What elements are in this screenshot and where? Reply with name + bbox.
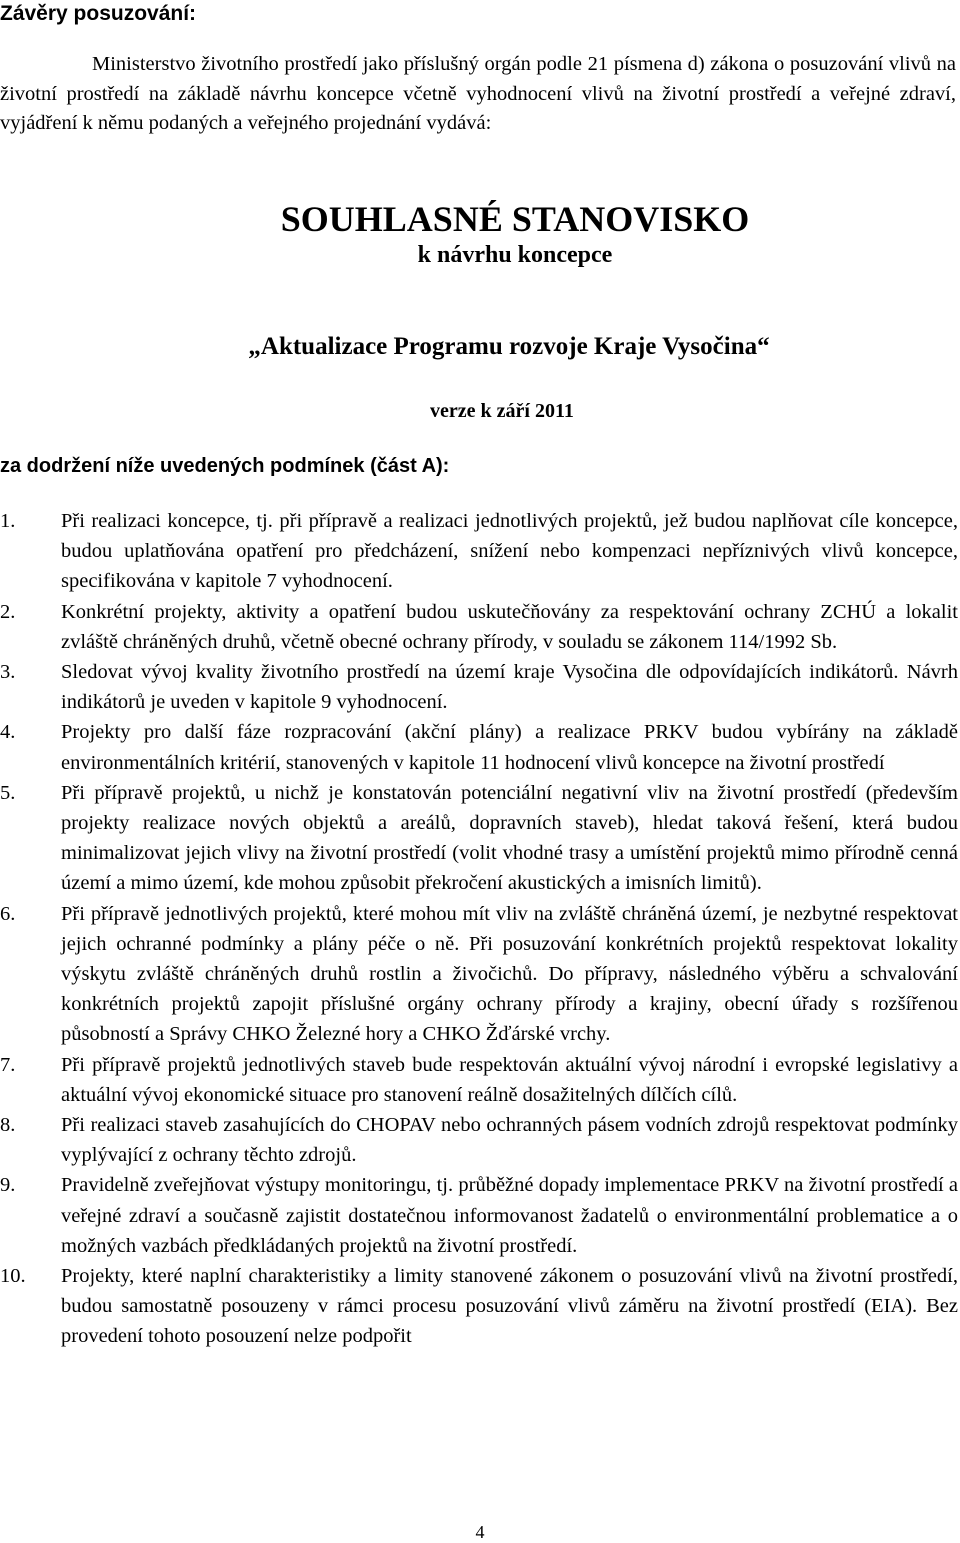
item-text: Při přípravě projektů jednotlivých staveb bude respektován aktuální vývoj národní i evropské legislativy a aktuální vývoj ekonomické situace pro stanovení reálně dosažitelných dílčích cílů. [61,1053,958,1106]
item-text: Pravidelně zveřejňovat výstupy monitoringu, tj. průběžné dopady implementace PRKV na životní prostředí a veřejné zdraví a současně zajistit dostatečnou informovanost žadatelů o environmentální problematice a o možných vazbách předkládaných projektů na životní prostředí. [61,1174,958,1257]
item-number: 1. [0,510,16,532]
item-number: 7. [0,1053,16,1076]
list-item [0,1050,958,1110]
list-item [0,597,958,657]
item-text: Projekty, které naplní charakteristiky a limity stanovené zákonem o posuzování vlivů na životní prostředí, budou samostatně posouzeny v rámci procesu posuzování vlivů záměru na životní prostředí (EIA). Bez provedení tohoto posouzení nelze podpořit [61,1265,958,1348]
list-item [0,1261,958,1352]
list-item [0,778,958,899]
item-number: 9. [0,1174,16,1197]
item-text: Při realizaci staveb zasahujících do CHOPAV nebo ochranných pásem vodních zdrojů respektovat podmínky vyplývající z ochrany těchto zdrojů. [61,1114,958,1167]
item-number: 5. [0,781,16,804]
item-text: Při realizaci koncepce, tj. při přípravě a realizaci jednotlivých projektů, jež budou naplňovat cíle koncepce, budou uplatňována opatření pro předcházení, snížení nebo kompenzaci nepříznivých vlivů koncepce, specifikována v kapitole 7 vyhodnocení. [61,510,958,593]
list-item [0,717,958,777]
item-number: 4. [0,721,16,744]
list-item [0,899,958,1050]
item-number: 2. [0,600,16,623]
item-number: 8. [0,1114,16,1137]
item-number: 6. [0,902,16,925]
concept-name: „Aktualizace Programu rozvoje Kraje Vysočina“ [248,333,770,360]
item-text: Při přípravě projektů, u nichž je konstatován potenciální negativní vliv na životní prostředí (především projekty realizace nových objektů a areálů, dopravních staveb), hledat taková řešení, která budou minimalizovat jejich vlivy na životní prostředí (volit vhodné trasy a umístění projektů mimo přírodně cenná území a mimo území, kde mohou způsobit překročení akustických a imisních limitů). [61,781,958,895]
conditions-label: za dodržení níže uvedených podmínek (část A): [0,455,450,477]
list-item [0,1110,958,1170]
item-number: 10. [0,1265,26,1288]
intro-paragraph: Ministerstvo životního prostředí jako příslušný orgán podle 21 písmena d) zákona o posuzování vlivů na životní prostředí na základě návrhu koncepce včetně vyhodnocení vlivů na životní prostředí a veřejné zdraví, vyjádření k němu podaných a veřejného projednání vydává: [0,53,956,134]
item-text: Sledovat vývoj kvality životního prostředí na území kraje Vysočina dle odpovídajících indikátorů. Návrh indikátorů je uveden v kapitole 9 vyhodnocení. [61,661,958,714]
section-heading: Závěry posuzování: [0,2,197,25]
version-label: verze k září 2011 [430,400,574,422]
list-item [0,657,958,717]
conditions-list [0,506,958,1352]
statement-title: SOUHLASNÉ STANOVISKO [280,199,750,239]
item-text: Projekty pro další fáze rozpracování (akční plány) a realizace PRKV budou vybírány na základě environmentálních kritérií, stanovených v kapitole 11 hodnocení vlivů koncepce na životní prostředí [61,721,958,774]
item-number: 3. [0,661,16,684]
item-text: Při přípravě jednotlivých projektů, které mohou mít vliv na zvláště chráněná území, je nezbytné respektovat jejich ochranné podmínky a plány péče o ně. Při posuzování konkrétních projektů respektovat lokality výskytu zvláště chráněných druhů rostlin a živočichů. Do přípravy, následného výběru a schvalování konkrétních projektů zapojit příslušné orgány ochrany přírody a krajiny, obecní úřady s rozšířenou působností a Správy CHKO Železné hory a CHKO Žďárské vrchy. [61,902,958,1046]
page-number: 4 [475,1522,485,1542]
statement-subtitle: k návrhu koncepce [417,242,613,268]
list-item [0,1170,958,1261]
item-text: Konkrétní projekty, aktivity a opatření budou uskutečňovány za respektování ochrany ZCHÚ a lokalit zvláště chráněných druhů, včetně obecné ochrany přírody, v souladu se zákonem 114/1992 Sb. [61,600,958,653]
list-item [0,506,958,597]
